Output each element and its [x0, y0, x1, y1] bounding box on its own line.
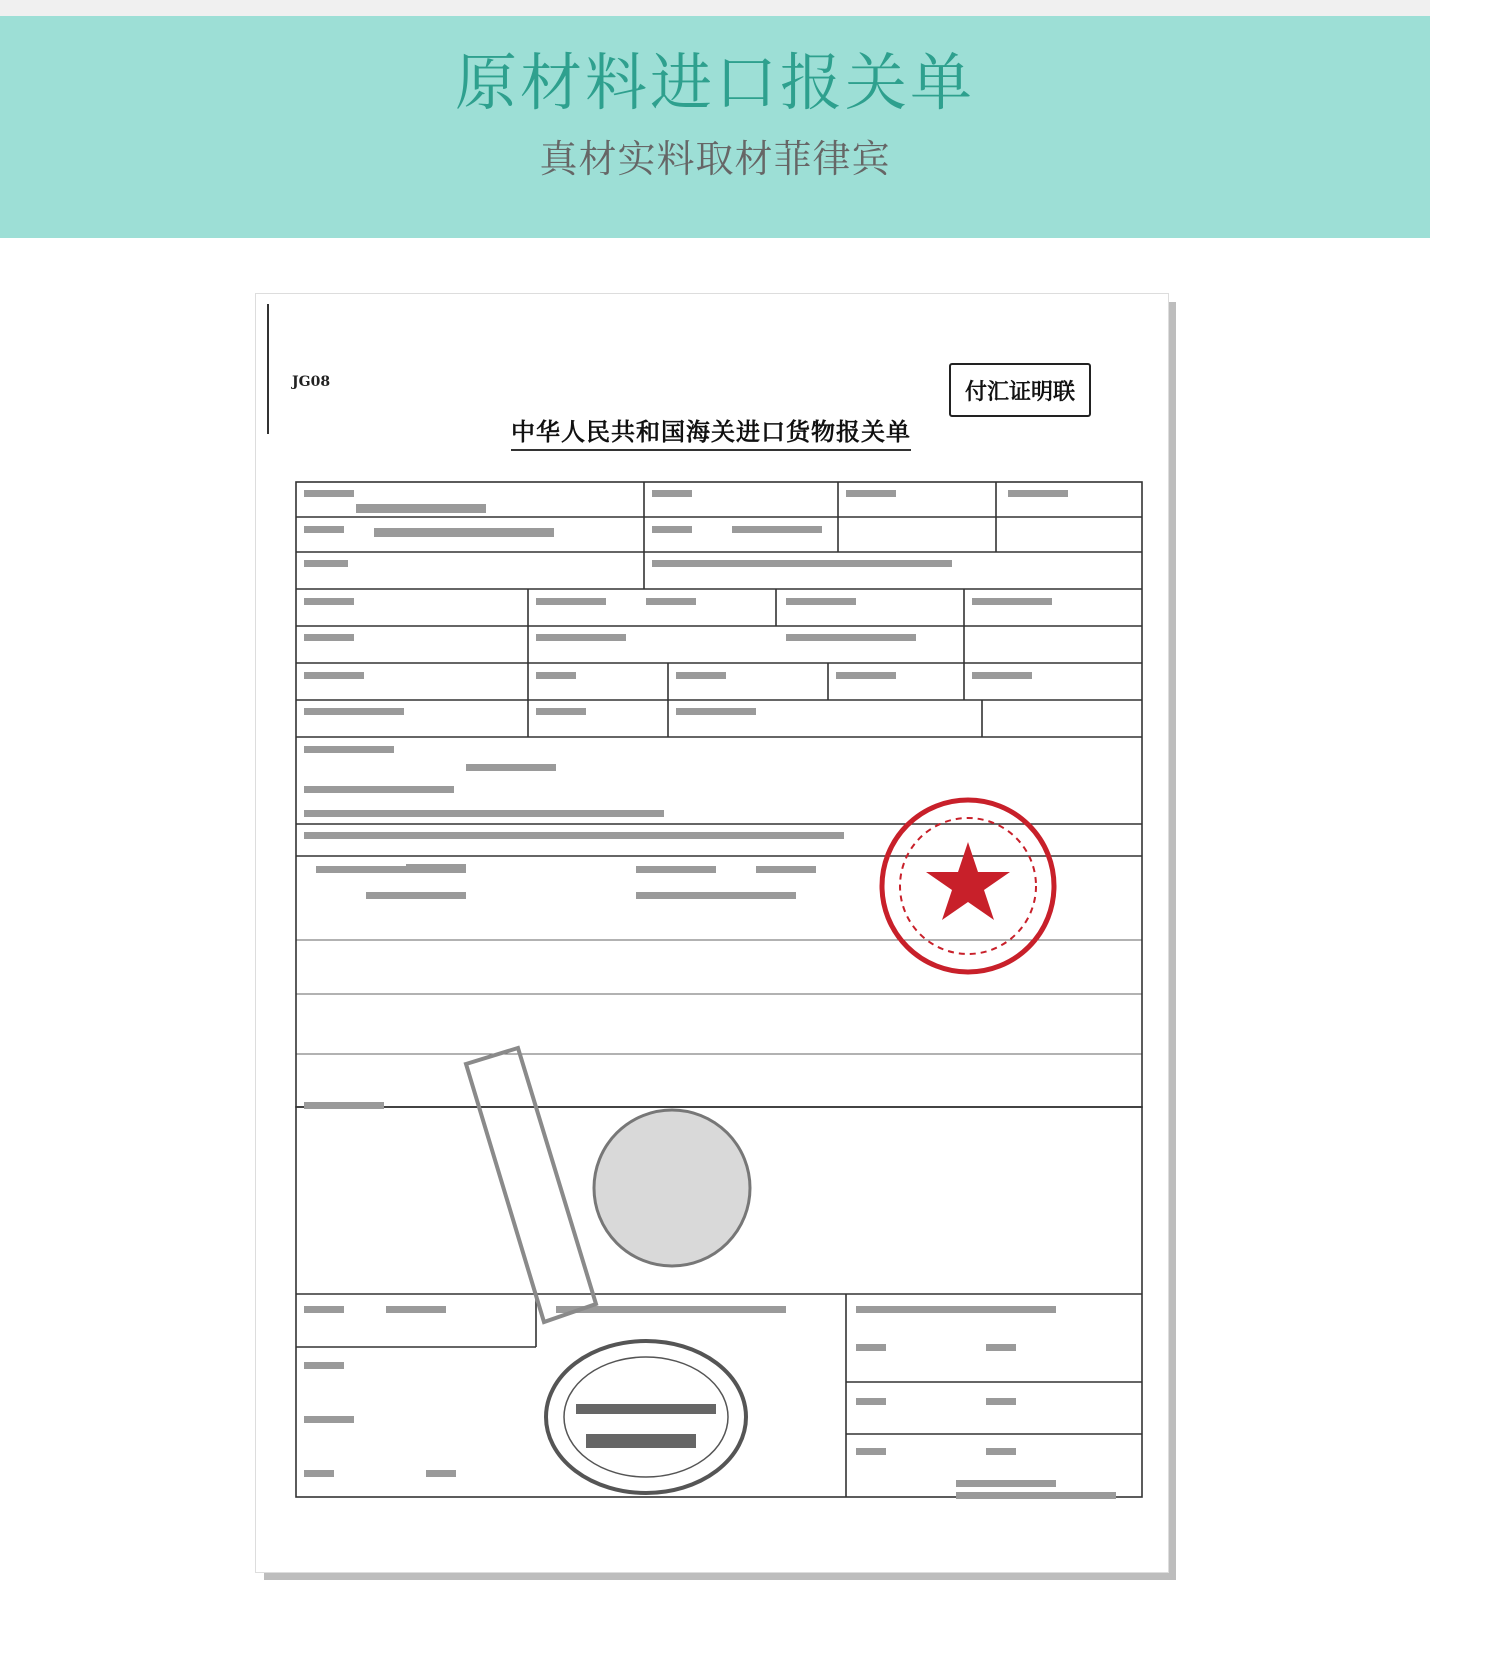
form-title: 中华人民共和国海关进口货物报关单	[511, 412, 911, 451]
section-banner	[0, 16, 1430, 238]
customs-declaration-image	[255, 293, 1169, 1573]
banner-title: 原材料进口报关单	[454, 46, 975, 119]
form-grid	[256, 294, 1168, 1572]
banner-subtitle: 真材实料取材菲律宾	[539, 137, 891, 181]
top-strip	[0, 0, 1430, 16]
form-code: JG08	[292, 374, 331, 390]
faded-stamps	[466, 1048, 750, 1322]
upper-table-lines	[296, 482, 1142, 1107]
copy-type-box: 付汇证明联	[949, 363, 1091, 417]
red-seal-stamp	[882, 800, 1054, 972]
company-seal-stamp	[546, 1341, 746, 1493]
